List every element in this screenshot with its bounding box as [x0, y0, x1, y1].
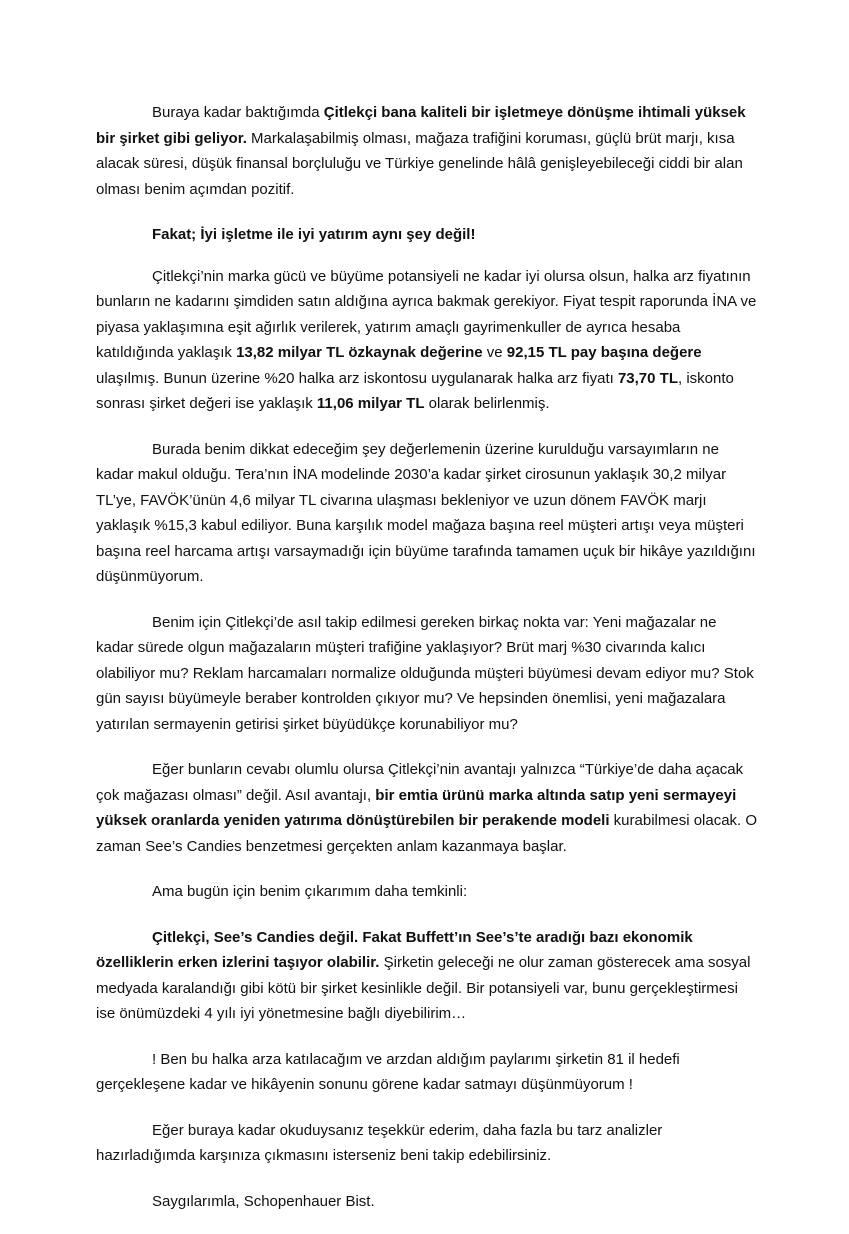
text-run: Eğer bunların cevabı olumlu olursa Çitlekçi’nin avantajı yalnızca “Türkiye’de daha açacak çok mağazası olması” değil. Asıl avantajı,: [96, 761, 744, 804]
bold-run: 13,82 milyar TL özkaynak değerine: [236, 344, 483, 361]
text-run: Benim için Çitlekçi’de asıl takip edilmesi gereken birkaç nokta var: Yeni mağazalar ne kadar sürede olgun mağazaların müşteri trafiğine yaklaşıyor? Brüt marj %30 civarında kalıcı olabiliyor mu? Reklam harcamaları normalize olduğunda müşteri büyümesi devam ediyor mu? Stok gün sayısı büyümeyle beraber kontrolden çıkıyor mu? Ve hepsinden önemlisi, yeni mağazalara yatırılan sermayenin getirisi şirket büyüdükçe korunabiliyor mu?: [96, 613, 754, 733]
paragraph-decision: [96, 1047, 758, 1098]
paragraph-conclusion: [96, 925, 758, 1027]
text-run: Buraya kadar baktığımda: [152, 104, 324, 121]
document-body: [96, 100, 758, 1234]
paragraph-assumptions: [96, 437, 758, 590]
signature-text: Saygılarımla, Schopenhauer Bist.: [152, 1192, 375, 1210]
text-run: olarak belirlenmiş.: [424, 395, 550, 412]
paragraph-valuation: [96, 264, 758, 417]
bold-run: 11,06 milyar TL: [316, 395, 425, 412]
text-run: Ama bugün için benim çıkarımım daha temkinli:: [152, 883, 468, 900]
paragraph-assessment: [96, 100, 758, 202]
paragraph-signature: [96, 1189, 758, 1215]
text-run: Markalaşabilmiş olması, mağaza trafiğini koruması, güçlü brüt marjı, kısa alacak süresi, düşük finansal borçluluğu ve Türkiye genelinde hâlâ genişleyebileceği ciddi bir alan olması benim açımdan pozitif.: [96, 129, 743, 198]
text-run: Çitlekçi’nin marka gücü ve büyüme potansiyeli ne kadar iyi olursa olsun, halka arz fiyatının bunların ne kadarını şimdiden satın aldığına ayrıca bakmak gerekiyor. Fiyat tespit raporunda İNA ve piyasa yaklaşımına eşit ağırlık verilerek, yatırım amaçlı gayrimenkuller de ayrıca hesaba katıldığında yaklaşık: [96, 267, 757, 361]
paragraph-advantage: [96, 757, 758, 859]
bold-run: Fakat; İyi işletme ile iyi yatırım aynı şey değil!: [152, 226, 476, 243]
text-run: kurabilmesi olacak. O zaman See’s Candies benzetmesi gerçekten anlam kazanmaya başlar.: [96, 812, 758, 855]
text-run: ulaşılmış. Bunun üzerine %20 halka arz iskontosu uygulanarak halka arz fiyatı: [96, 369, 618, 387]
bold-run: 92,15 TL pay başına değere: [506, 344, 702, 361]
bold-run: 73,70 TL: [617, 369, 678, 387]
paragraph-conclusion-intro: [96, 879, 758, 905]
paragraph-key-questions: [96, 610, 758, 738]
bold-run: Çitlekçi, See’s Candies değil. Fakat Buffett’ın See’s’te aradığı bazı ekonomik özelliklerin erken izlerini taşıyor olabilir.: [96, 928, 693, 971]
text-run: Burada benim dikkat edeceğim şey değerlemenin üzerine kurulduğu varsayımların ne kadar makul olduğu. Tera’nın İNA modelinde 2030’a kadar şirket cirosunun yaklaşık 30,2 milyar TL’ye, FAVÖK’ünün 4,6 milyar TL civarına ulaşması bekleniyor ve uzun dönem FAVÖK marjı yaklaşık %15,3 kabul ediliyor. Buna karşılık model mağaza başına reel müşteri artışı veya müşteri başına reel harcama artışı varsaymadığı için büyüme tarafında tamamen uçuk bir hikâye yazıldığını düşünmüyorum.: [96, 440, 756, 585]
text-run: , iskonto sonrası şirket değeri ise yaklaşık: [96, 369, 734, 412]
paragraph-heading: [96, 222, 758, 248]
bold-run: Çitlekçi bana kaliteli bir işletmeye dönüşme ihtimali yüksek bir şirket gibi geliyor.: [96, 104, 746, 147]
text-run: Eğer buraya kadar okuduysanız teşekkür ederim, daha fazla bu tarz analizler hazırladığımda karşınıza çıkmasını isterseniz beni takip edebilirsiniz.: [96, 1121, 663, 1164]
text-run: Şirketin geleceği ne olur zaman gösterecek ama sosyal medyada karalandığı gibi kötü bir şirket kesinlikle değil. Bir potansiyeli var, bunu gerçekleştirmesi ise önümüzdeki 4 yılı iyi yönetmesine bağlı diyebilirim…: [96, 954, 751, 1022]
text-run: ve: [482, 344, 507, 361]
paragraph-thanks: [96, 1118, 758, 1169]
bold-run: bir emtia ürünü marka altında satıp yeni sermayeyi yüksek oranlarda yeniden yatırıma dönüştürebilen bir perakende modeli: [96, 786, 737, 829]
text-run: ! Ben bu halka arza katılacağım ve arzdan aldığım paylarımı şirketin 81 il hedefi gerçekleşene kadar ve hikâyenin sonunu görene kadar satmayı düşünmüyorum !: [96, 1050, 680, 1093]
